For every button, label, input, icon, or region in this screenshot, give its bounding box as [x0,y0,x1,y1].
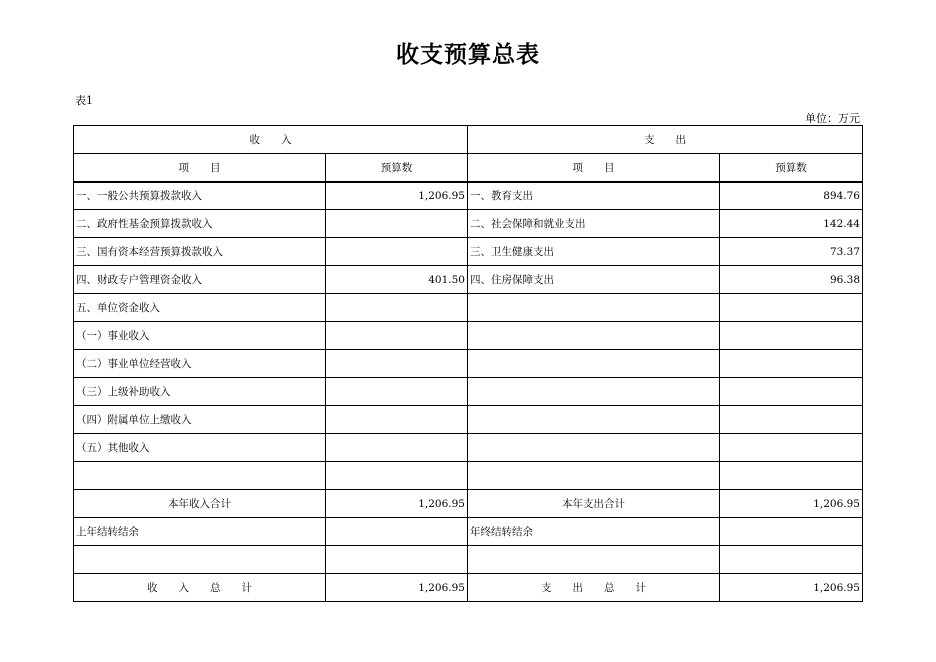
expense-amount-cell: 73.37 [720,238,863,266]
income-amount-cell [326,462,468,490]
expense-amount-cell [720,406,863,434]
income-amount-cell: 401.50 [326,266,468,294]
expense-amount-cell [720,350,863,378]
expense-grand-total-amount: 1,206.95 [720,574,863,602]
income-section-header: 收 入 [74,126,468,154]
table-row [74,266,863,294]
table-row [74,210,863,238]
column-header-row [74,154,863,182]
expense-item-cell: 二、社会保障和就业支出 [468,210,720,238]
income-amount-cell [326,322,468,350]
year-expense-total-label: 本年支出合计 [468,490,720,518]
table-row [74,238,863,266]
income-grand-total-label: 收 入 总 计 [74,574,326,602]
income-item-cell: （一）事业收入 [74,322,326,350]
income-amount-cell [326,406,468,434]
year-end-carryover-label: 年终结转结余 [468,518,720,546]
income-amount-cell [326,434,468,462]
unit-label: 单位：万元 [805,112,860,125]
expense-amount-cell [720,294,863,322]
year-income-total-amount: 1,206.95 [326,490,468,518]
income-item-cell: 一、一般公共预算拨款收入 [74,182,326,210]
table-row [74,378,863,406]
blank-cell [74,546,326,574]
expense-grand-total-label: 支 出 总 计 [468,574,720,602]
expense-budget-header: 预算数 [720,154,863,182]
income-grand-total-amount: 1,206.95 [326,574,468,602]
expense-amount-cell [720,462,863,490]
table-number: 表1 [75,94,93,107]
expense-amount-cell [720,378,863,406]
blank-cell [720,546,863,574]
grand-total-row [74,574,863,602]
expense-item-cell [468,350,720,378]
income-amount-cell [326,210,468,238]
expense-amount-cell [720,434,863,462]
table-row [74,462,863,490]
table-row [74,294,863,322]
income-amount-cell [326,294,468,322]
year-income-total-label: 本年收入合计 [74,490,326,518]
income-item-cell: （四）附属单位上缴收入 [74,406,326,434]
table-row [74,406,863,434]
expense-item-cell: 一、教育支出 [468,182,720,210]
year-total-row [74,490,863,518]
income-budget-header: 预算数 [326,154,468,182]
table-row [74,350,863,378]
carryover-row [74,518,863,546]
expense-amount-cell: 96.38 [720,266,863,294]
expense-amount-cell: 894.76 [720,182,863,210]
income-item-cell: 四、财政专户管理资金收入 [74,266,326,294]
income-item-header: 项 目 [74,154,326,182]
income-amount-cell [326,378,468,406]
prior-year-carryover-label: 上年结转结余 [74,518,326,546]
expense-item-cell [468,322,720,350]
expense-item-cell [468,462,720,490]
income-item-cell [74,462,326,490]
section-header-row [74,126,863,154]
income-amount-cell [326,238,468,266]
expense-amount-cell: 142.44 [720,210,863,238]
expense-item-cell [468,378,720,406]
table-row [74,322,863,350]
income-item-cell: 三、国有资本经营预算拨款收入 [74,238,326,266]
income-amount-cell: 1,206.95 [326,182,468,210]
table-row [74,434,863,462]
expense-item-cell: 四、住房保障支出 [468,266,720,294]
expense-item-cell: 三、卫生健康支出 [468,238,720,266]
expense-item-header: 项 目 [468,154,720,182]
income-amount-cell [326,350,468,378]
blank-cell [326,546,468,574]
income-item-cell: （三）上级补助收入 [74,378,326,406]
table-row [74,182,863,210]
prior-year-carryover-amount [326,518,468,546]
income-item-cell: （二）事业单位经营收入 [74,350,326,378]
income-item-cell: （五）其他收入 [74,434,326,462]
income-item-cell: 二、政府性基金预算拨款收入 [74,210,326,238]
blank-row [74,546,863,574]
expense-amount-cell [720,322,863,350]
expense-item-cell [468,294,720,322]
expense-section-header: 支 出 [468,126,863,154]
year-expense-total-amount: 1,206.95 [720,490,863,518]
year-end-carryover-amount [720,518,863,546]
page-title: 收支预算总表 [396,41,540,68]
blank-cell [468,546,720,574]
expense-item-cell [468,406,720,434]
expense-item-cell [468,434,720,462]
budget-table [73,125,863,602]
income-item-cell: 五、单位资金收入 [74,294,326,322]
